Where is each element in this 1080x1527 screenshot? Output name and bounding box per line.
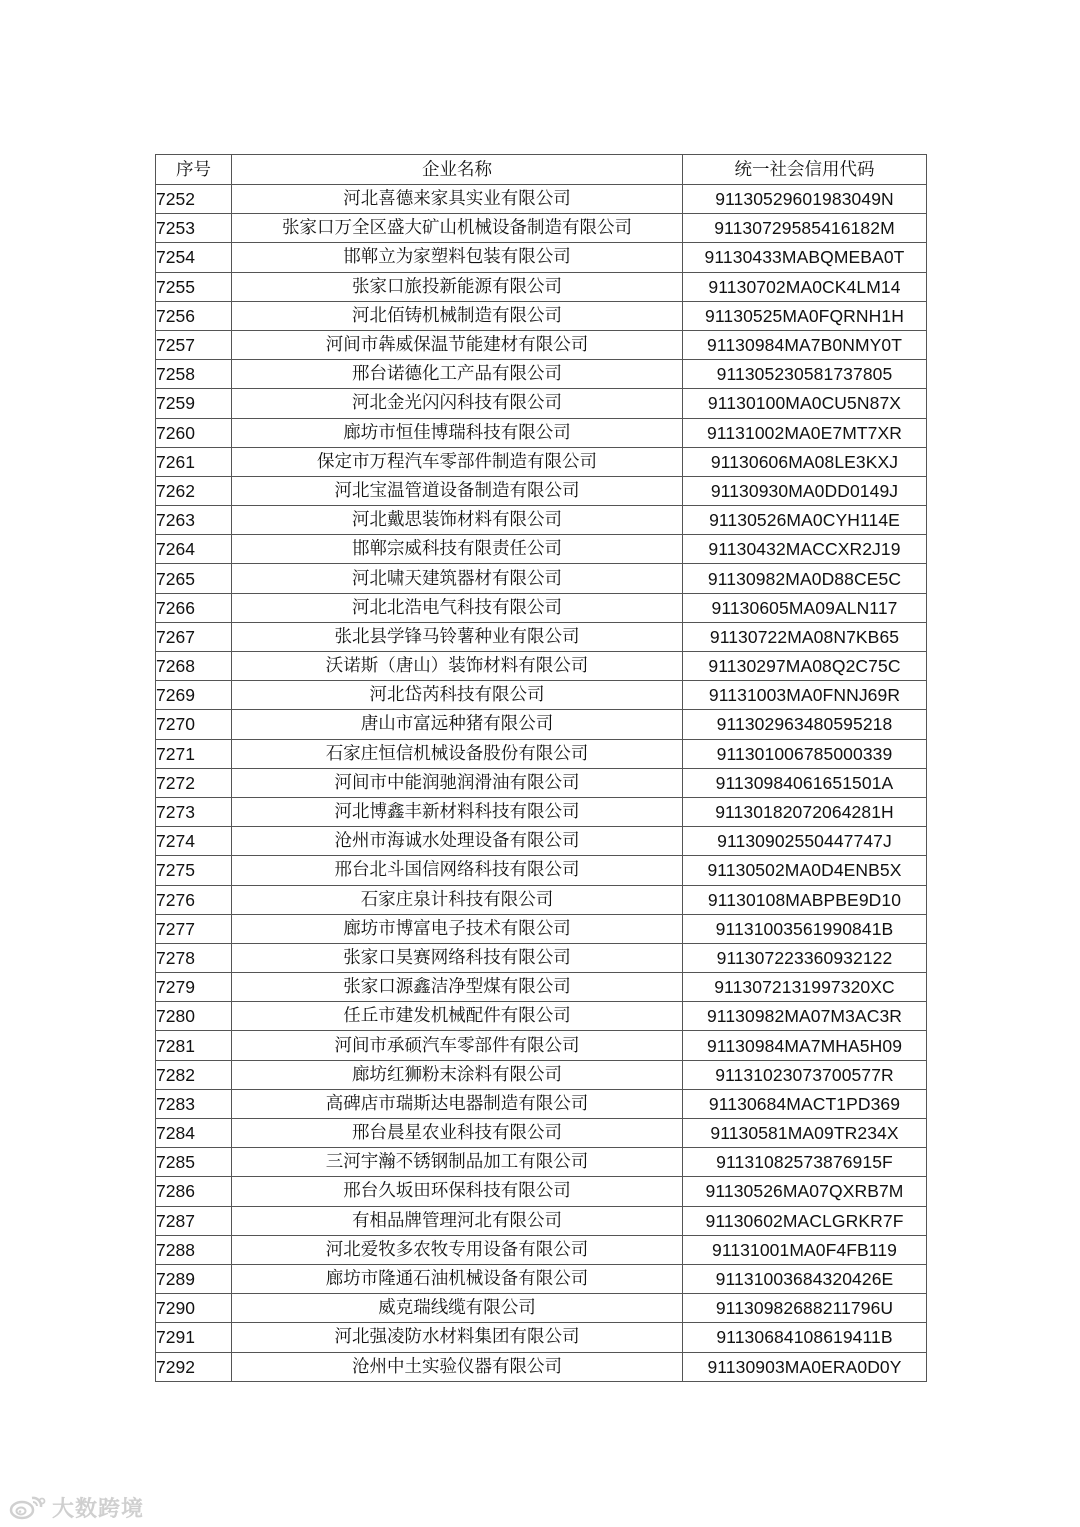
row-credit-code: 91130606MA08LE3KXJ bbox=[683, 447, 927, 476]
table-row bbox=[156, 1148, 927, 1177]
table-row bbox=[156, 418, 927, 447]
row-credit-code: 91130605MA09ALN117 bbox=[683, 593, 927, 622]
row-company-name: 石家庄泉计科技有限公司 bbox=[232, 885, 683, 914]
row-seq: 7287 bbox=[156, 1206, 232, 1235]
row-company-name: 河间市承硕汽车零部件有限公司 bbox=[232, 1031, 683, 1060]
row-seq: 7285 bbox=[156, 1148, 232, 1177]
row-company-name: 河北啸天建筑器材有限公司 bbox=[232, 564, 683, 593]
row-seq: 7265 bbox=[156, 564, 232, 593]
row-company-name: 邢台晨星农业科技有限公司 bbox=[232, 1119, 683, 1148]
table-row bbox=[156, 1323, 927, 1352]
header-seq: 序号 bbox=[156, 155, 232, 185]
table-row bbox=[156, 1060, 927, 1089]
row-credit-code: 91130581MA09TR234X bbox=[683, 1119, 927, 1148]
row-credit-code: 91131023073700577R bbox=[683, 1060, 927, 1089]
row-company-name: 石家庄恒信机械设备股份有限公司 bbox=[232, 739, 683, 768]
row-seq: 7257 bbox=[156, 330, 232, 359]
row-credit-code: 911302963480595218 bbox=[683, 710, 927, 739]
row-company-name: 河北北浩电气科技有限公司 bbox=[232, 593, 683, 622]
table-row bbox=[156, 1294, 927, 1323]
row-credit-code: 91131002MA0E7MT7XR bbox=[683, 418, 927, 447]
row-company-name: 河北戴思装饰材料有限公司 bbox=[232, 506, 683, 535]
row-company-name: 廊坊市恒佳博瑞科技有限公司 bbox=[232, 418, 683, 447]
row-seq: 7286 bbox=[156, 1177, 232, 1206]
row-credit-code: 91131001MA0F4FB119 bbox=[683, 1235, 927, 1264]
row-seq: 7289 bbox=[156, 1264, 232, 1293]
row-company-name: 张北县学锋马铃薯种业有限公司 bbox=[232, 622, 683, 651]
table-row bbox=[156, 885, 927, 914]
row-credit-code: 911305230581737805 bbox=[683, 360, 927, 389]
row-company-name: 保定市万程汽车零部件制造有限公司 bbox=[232, 447, 683, 476]
table-row bbox=[156, 389, 927, 418]
row-credit-code: 91130903MA0ERA0D0Y bbox=[683, 1352, 927, 1381]
table-row bbox=[156, 564, 927, 593]
row-seq: 7253 bbox=[156, 214, 232, 243]
row-seq: 7271 bbox=[156, 739, 232, 768]
row-company-name: 张家口旅投新能源有限公司 bbox=[232, 272, 683, 301]
row-seq: 7276 bbox=[156, 885, 232, 914]
row-credit-code: 91130982688211796U bbox=[683, 1294, 927, 1323]
table-row bbox=[156, 681, 927, 710]
row-credit-code: 91130602MACLGRKR7F bbox=[683, 1206, 927, 1235]
row-company-name: 张家口昊赛网络科技有限公司 bbox=[232, 943, 683, 972]
row-seq: 7270 bbox=[156, 710, 232, 739]
row-seq: 7279 bbox=[156, 973, 232, 1002]
row-company-name: 邯郸立为家塑料包装有限公司 bbox=[232, 243, 683, 272]
row-company-name: 高碑店市瑞斯达电器制造有限公司 bbox=[232, 1089, 683, 1118]
row-credit-code: 91131003MA0FNNJ69R bbox=[683, 681, 927, 710]
row-company-name: 张家口源鑫洁净型煤有限公司 bbox=[232, 973, 683, 1002]
row-credit-code: 91130297MA08Q2C75C bbox=[683, 652, 927, 681]
row-company-name: 河北岱芮科技有限公司 bbox=[232, 681, 683, 710]
row-company-name: 张家口万全区盛大矿山机械设备制造有限公司 bbox=[232, 214, 683, 243]
row-credit-code: 91130432MACCXR2J19 bbox=[683, 535, 927, 564]
row-credit-code: 91130984061651501A bbox=[683, 768, 927, 797]
row-credit-code: 911301006785000339 bbox=[683, 739, 927, 768]
row-credit-code: 91130100MA0CU5N87X bbox=[683, 389, 927, 418]
row-company-name: 河间市犇威保温节能建材有限公司 bbox=[232, 330, 683, 359]
row-company-name: 任丘市建发机械配件有限公司 bbox=[232, 1002, 683, 1031]
row-credit-code: 91131003561990841B bbox=[683, 914, 927, 943]
row-company-name: 沧州中土实验仪器有限公司 bbox=[232, 1352, 683, 1381]
table-row bbox=[156, 330, 927, 359]
row-company-name: 河北喜德来家具实业有限公司 bbox=[232, 185, 683, 214]
table-row bbox=[156, 272, 927, 301]
company-table bbox=[155, 154, 927, 1382]
row-company-name: 威克瑞线缆有限公司 bbox=[232, 1294, 683, 1323]
table-row bbox=[156, 243, 927, 272]
table-row bbox=[156, 506, 927, 535]
table-row bbox=[156, 1119, 927, 1148]
row-company-name: 沧州市海诚水处理设备有限公司 bbox=[232, 827, 683, 856]
row-seq: 7267 bbox=[156, 622, 232, 651]
row-seq: 7277 bbox=[156, 914, 232, 943]
row-company-name: 邢台北斗国信网络科技有限公司 bbox=[232, 856, 683, 885]
row-seq: 7268 bbox=[156, 652, 232, 681]
table-row bbox=[156, 360, 927, 389]
row-seq: 7258 bbox=[156, 360, 232, 389]
row-company-name: 廊坊红狮粉末涂料有限公司 bbox=[232, 1060, 683, 1089]
table-row bbox=[156, 1002, 927, 1031]
row-company-name: 邢台久坂田环保科技有限公司 bbox=[232, 1177, 683, 1206]
header-company-name: 企业名称 bbox=[232, 155, 683, 185]
header-credit-code: 统一社会信用代码 bbox=[683, 155, 927, 185]
row-seq: 7256 bbox=[156, 301, 232, 330]
table-body bbox=[156, 185, 927, 1382]
row-seq: 7264 bbox=[156, 535, 232, 564]
row-company-name: 廊坊市博富电子技术有限公司 bbox=[232, 914, 683, 943]
row-seq: 7288 bbox=[156, 1235, 232, 1264]
row-credit-code: 91130984MA7MHA5H09 bbox=[683, 1031, 927, 1060]
row-credit-code: 91130433MABQMEBA0T bbox=[683, 243, 927, 272]
table-row bbox=[156, 214, 927, 243]
watermark-text: 大数跨境 bbox=[52, 1496, 145, 1522]
table-row bbox=[156, 1264, 927, 1293]
row-company-name: 河北博鑫丰新材料科技有限公司 bbox=[232, 797, 683, 826]
row-seq: 7269 bbox=[156, 681, 232, 710]
table-row bbox=[156, 1352, 927, 1381]
row-company-name: 廊坊市隆通石油机械设备有限公司 bbox=[232, 1264, 683, 1293]
row-credit-code: 91130982MA07M3AC3R bbox=[683, 1002, 927, 1031]
table-row bbox=[156, 652, 927, 681]
table-row bbox=[156, 1089, 927, 1118]
row-seq: 7260 bbox=[156, 418, 232, 447]
row-seq: 7291 bbox=[156, 1323, 232, 1352]
row-seq: 7263 bbox=[156, 506, 232, 535]
row-credit-code: 91130526MA0CYH114E bbox=[683, 506, 927, 535]
table-row bbox=[156, 943, 927, 972]
row-seq: 7283 bbox=[156, 1089, 232, 1118]
table-row bbox=[156, 768, 927, 797]
row-credit-code: 91130526MA07QXRB7M bbox=[683, 1177, 927, 1206]
table-row bbox=[156, 622, 927, 651]
table-row bbox=[156, 973, 927, 1002]
row-credit-code: 91130984MA7B0NMY0T bbox=[683, 330, 927, 359]
row-company-name: 邢台诺德化工产品有限公司 bbox=[232, 360, 683, 389]
row-seq: 7280 bbox=[156, 1002, 232, 1031]
row-seq: 7284 bbox=[156, 1119, 232, 1148]
table-row bbox=[156, 447, 927, 476]
row-seq: 7273 bbox=[156, 797, 232, 826]
row-credit-code: 91130182072064281H bbox=[683, 797, 927, 826]
table-row bbox=[156, 1031, 927, 1060]
row-seq: 7262 bbox=[156, 476, 232, 505]
table-header bbox=[156, 155, 927, 185]
row-credit-code: 91130930MA0DD0149J bbox=[683, 476, 927, 505]
row-credit-code: 9113072131997320XC bbox=[683, 973, 927, 1002]
row-company-name: 河北爱牧多农牧专用设备有限公司 bbox=[232, 1235, 683, 1264]
row-seq: 7292 bbox=[156, 1352, 232, 1381]
weibo-logo-icon bbox=[8, 1493, 48, 1521]
row-company-name: 沃诺斯（唐山）装饰材料有限公司 bbox=[232, 652, 683, 681]
row-company-name: 河北强凌防水材料集团有限公司 bbox=[232, 1323, 683, 1352]
watermark bbox=[8, 1490, 144, 1524]
row-seq: 7281 bbox=[156, 1031, 232, 1060]
row-credit-code: 91130502MA0D4ENB5X bbox=[683, 856, 927, 885]
row-company-name: 河北金光闪闪科技有限公司 bbox=[232, 389, 683, 418]
row-credit-code: 91130684MACT1PD369 bbox=[683, 1089, 927, 1118]
table-row bbox=[156, 710, 927, 739]
table-row bbox=[156, 1235, 927, 1264]
row-credit-code: 91131082573876915F bbox=[683, 1148, 927, 1177]
table-row bbox=[156, 914, 927, 943]
row-company-name: 唐山市富远种猪有限公司 bbox=[232, 710, 683, 739]
row-seq: 7290 bbox=[156, 1294, 232, 1323]
row-company-name: 河北宝温管道设备制造有限公司 bbox=[232, 476, 683, 505]
row-credit-code: 91131003684320426E bbox=[683, 1264, 927, 1293]
row-seq: 7278 bbox=[156, 943, 232, 972]
row-company-name: 有相品牌管理河北有限公司 bbox=[232, 1206, 683, 1235]
row-seq: 7266 bbox=[156, 593, 232, 622]
row-seq: 7252 bbox=[156, 185, 232, 214]
table-row bbox=[156, 593, 927, 622]
row-credit-code: 91130108MABPBE9D10 bbox=[683, 885, 927, 914]
row-seq: 7272 bbox=[156, 768, 232, 797]
table-row bbox=[156, 856, 927, 885]
row-seq: 7274 bbox=[156, 827, 232, 856]
row-company-name: 三河宇瀚不锈钢制品加工有限公司 bbox=[232, 1148, 683, 1177]
header-row bbox=[156, 155, 927, 185]
row-credit-code: 91130702MA0CK4LM14 bbox=[683, 272, 927, 301]
row-company-name: 邯郸宗威科技有限责任公司 bbox=[232, 535, 683, 564]
table-row bbox=[156, 535, 927, 564]
row-seq: 7259 bbox=[156, 389, 232, 418]
row-credit-code: 91130982MA0D88CE5C bbox=[683, 564, 927, 593]
table-row bbox=[156, 797, 927, 826]
row-seq: 7282 bbox=[156, 1060, 232, 1089]
table-row bbox=[156, 827, 927, 856]
row-credit-code: 91130529601983049N bbox=[683, 185, 927, 214]
table-row bbox=[156, 739, 927, 768]
row-company-name: 河北佰铸机械制造有限公司 bbox=[232, 301, 683, 330]
row-credit-code: 91130684108619411B bbox=[683, 1323, 927, 1352]
row-credit-code: 91130729585416182M bbox=[683, 214, 927, 243]
table-row bbox=[156, 1206, 927, 1235]
table-row bbox=[156, 476, 927, 505]
row-credit-code: 91130525MA0FQRNH1H bbox=[683, 301, 927, 330]
row-company-name: 河间市中能润驰润滑油有限公司 bbox=[232, 768, 683, 797]
row-seq: 7254 bbox=[156, 243, 232, 272]
row-seq: 7275 bbox=[156, 856, 232, 885]
row-credit-code: 91130902550447747J bbox=[683, 827, 927, 856]
table-row bbox=[156, 1177, 927, 1206]
row-seq: 7255 bbox=[156, 272, 232, 301]
row-credit-code: 91130722MA08N7KB65 bbox=[683, 622, 927, 651]
row-credit-code: 911307223360932122 bbox=[683, 943, 927, 972]
table-row bbox=[156, 301, 927, 330]
table-row bbox=[156, 185, 927, 214]
row-seq: 7261 bbox=[156, 447, 232, 476]
